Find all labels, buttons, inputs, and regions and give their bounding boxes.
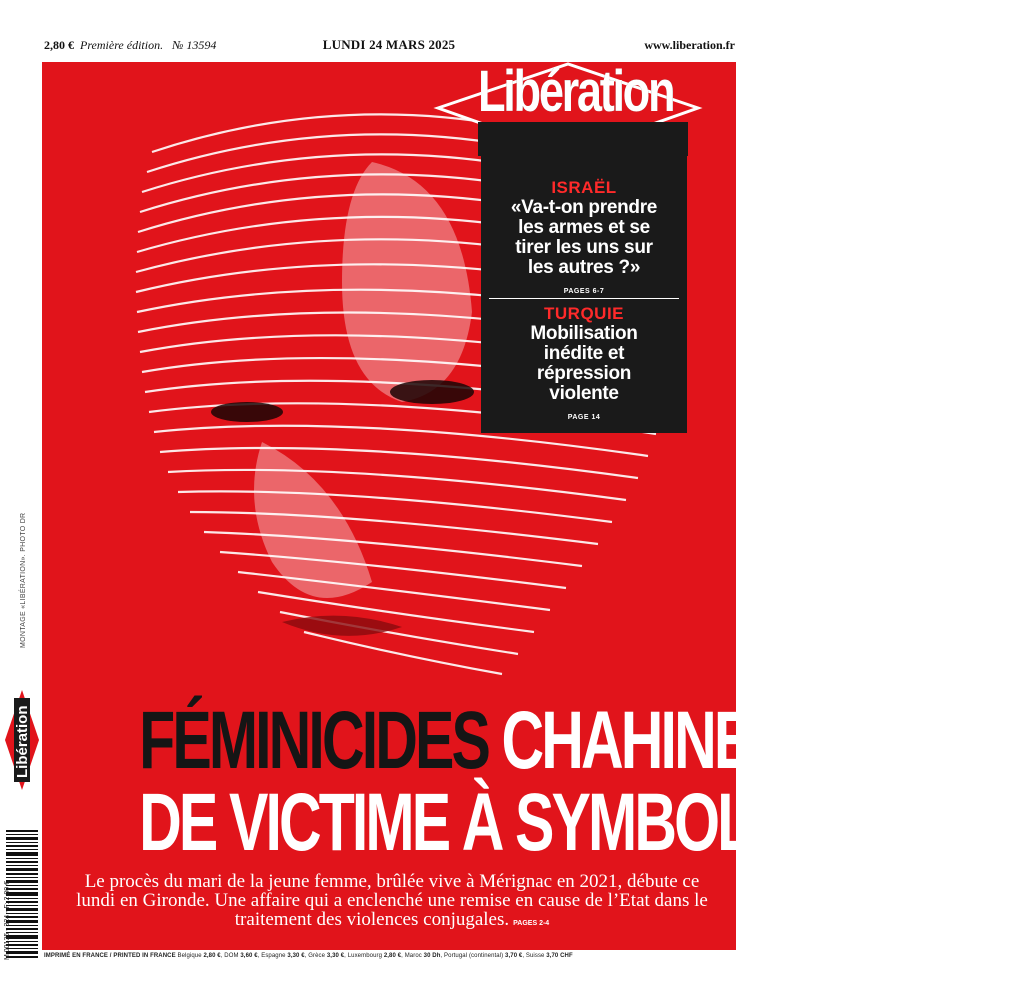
headline-line-2: DE VICTIME À SYMBOLE — [139, 777, 787, 868]
website-link[interactable]: www.liberation.fr — [644, 38, 735, 52]
teaser-title-line: «Va-t-on prendre — [510, 197, 658, 218]
teaser-israel[interactable] — [481, 178, 687, 295]
price-value: 3,60 € — [240, 953, 258, 959]
price-place: Portugal (continental) — [444, 953, 504, 959]
edition-label: Première édition. — [80, 38, 164, 52]
liberation-logo[interactable]: Libération — [478, 59, 674, 124]
teaser-turquie[interactable] — [481, 304, 687, 421]
teaser-kicker: ISRAËL — [551, 178, 617, 197]
teaser-title-line: tirer les uns sur — [515, 237, 653, 258]
printed-in-france: IMPRIMÉ EN FRANCE / PRINTED IN FRANCE — [44, 953, 176, 959]
price-place: DOM — [224, 953, 239, 959]
teaser-title-line: les autres ?» — [527, 257, 641, 278]
price-place: Luxembourg — [347, 953, 383, 959]
issue-date: LUNDI 24 MARS 2025 — [322, 37, 456, 52]
price-place: Belgique — [177, 953, 202, 959]
headline-line-1 — [139, 695, 1013, 786]
main-headline[interactable] — [42, 695, 1013, 868]
headline-deck — [72, 872, 712, 933]
price-value: 3,30 € — [287, 953, 305, 959]
price-value: 2,80 € — [383, 953, 402, 959]
teaser-title-line: inédite et — [543, 343, 625, 364]
price-value: 3,70 € — [505, 953, 523, 959]
teaser-title-line: Mobilisation — [530, 323, 638, 344]
teaser-box — [481, 150, 687, 433]
barcode-number: M 00135 - 324 - F: 2,80 € — [4, 881, 11, 960]
teaser-kicker: TURQUIE — [544, 304, 624, 323]
photo-credit: MONTAGE «LIBÉRATION». PHOTO DR — [20, 512, 27, 648]
teaser-divider — [489, 298, 679, 299]
headline-name: CHAHINEZ DAOUD, — [501, 695, 1013, 786]
teaser-title-line: répression — [536, 363, 632, 384]
price-value: 30 Dh — [423, 953, 441, 959]
price-place: Maroc — [404, 953, 422, 959]
teaser-title-line: violente — [549, 383, 619, 404]
price-place: Suisse — [525, 953, 545, 959]
teaser-title-line: les armes et se — [518, 217, 650, 238]
price-list-footer: IMPRIMÉ EN FRANCE / PRINTED IN FRANCE Belgique 2,80 €, DOM 3,60 €, Espagne 3,30 €, Grèce 3,30 €, Luxembourg 2,80 €, Maroc 30 Dh, Portugal (continental) 3,70 €, Suisse 3,70 CHF — [44, 953, 573, 959]
teaser-pages: PAGE 14 — [567, 414, 601, 421]
cover-price: 2,80 € — [44, 38, 74, 52]
headline-kicker: FÉMINICIDES — [139, 695, 488, 786]
side-logo-icon — [5, 690, 39, 790]
price-place: Grèce — [308, 953, 326, 959]
deck-text: Le procès du mari de la jeune femme, brûlée vive à Mérignac en 2021, débute ce lundi en Gironde. Une affaire qui a enclenché une remise en cause de l’Etat dans le traitement des violences conjugales. — [76, 871, 708, 930]
side-logo-text: Libération — [14, 705, 31, 778]
price-value: 3,30 € — [326, 953, 345, 959]
price-value: 2,80 € — [203, 953, 221, 959]
price-value: 3,70 CHF — [546, 953, 573, 959]
issue-number: № 13594 — [172, 38, 217, 52]
teaser-pages: PAGES 6-7 — [563, 288, 605, 295]
deck-pages: PAGES 2-4 — [513, 920, 550, 927]
top-bar — [0, 0, 778, 62]
price-place: Espagne — [261, 953, 286, 959]
